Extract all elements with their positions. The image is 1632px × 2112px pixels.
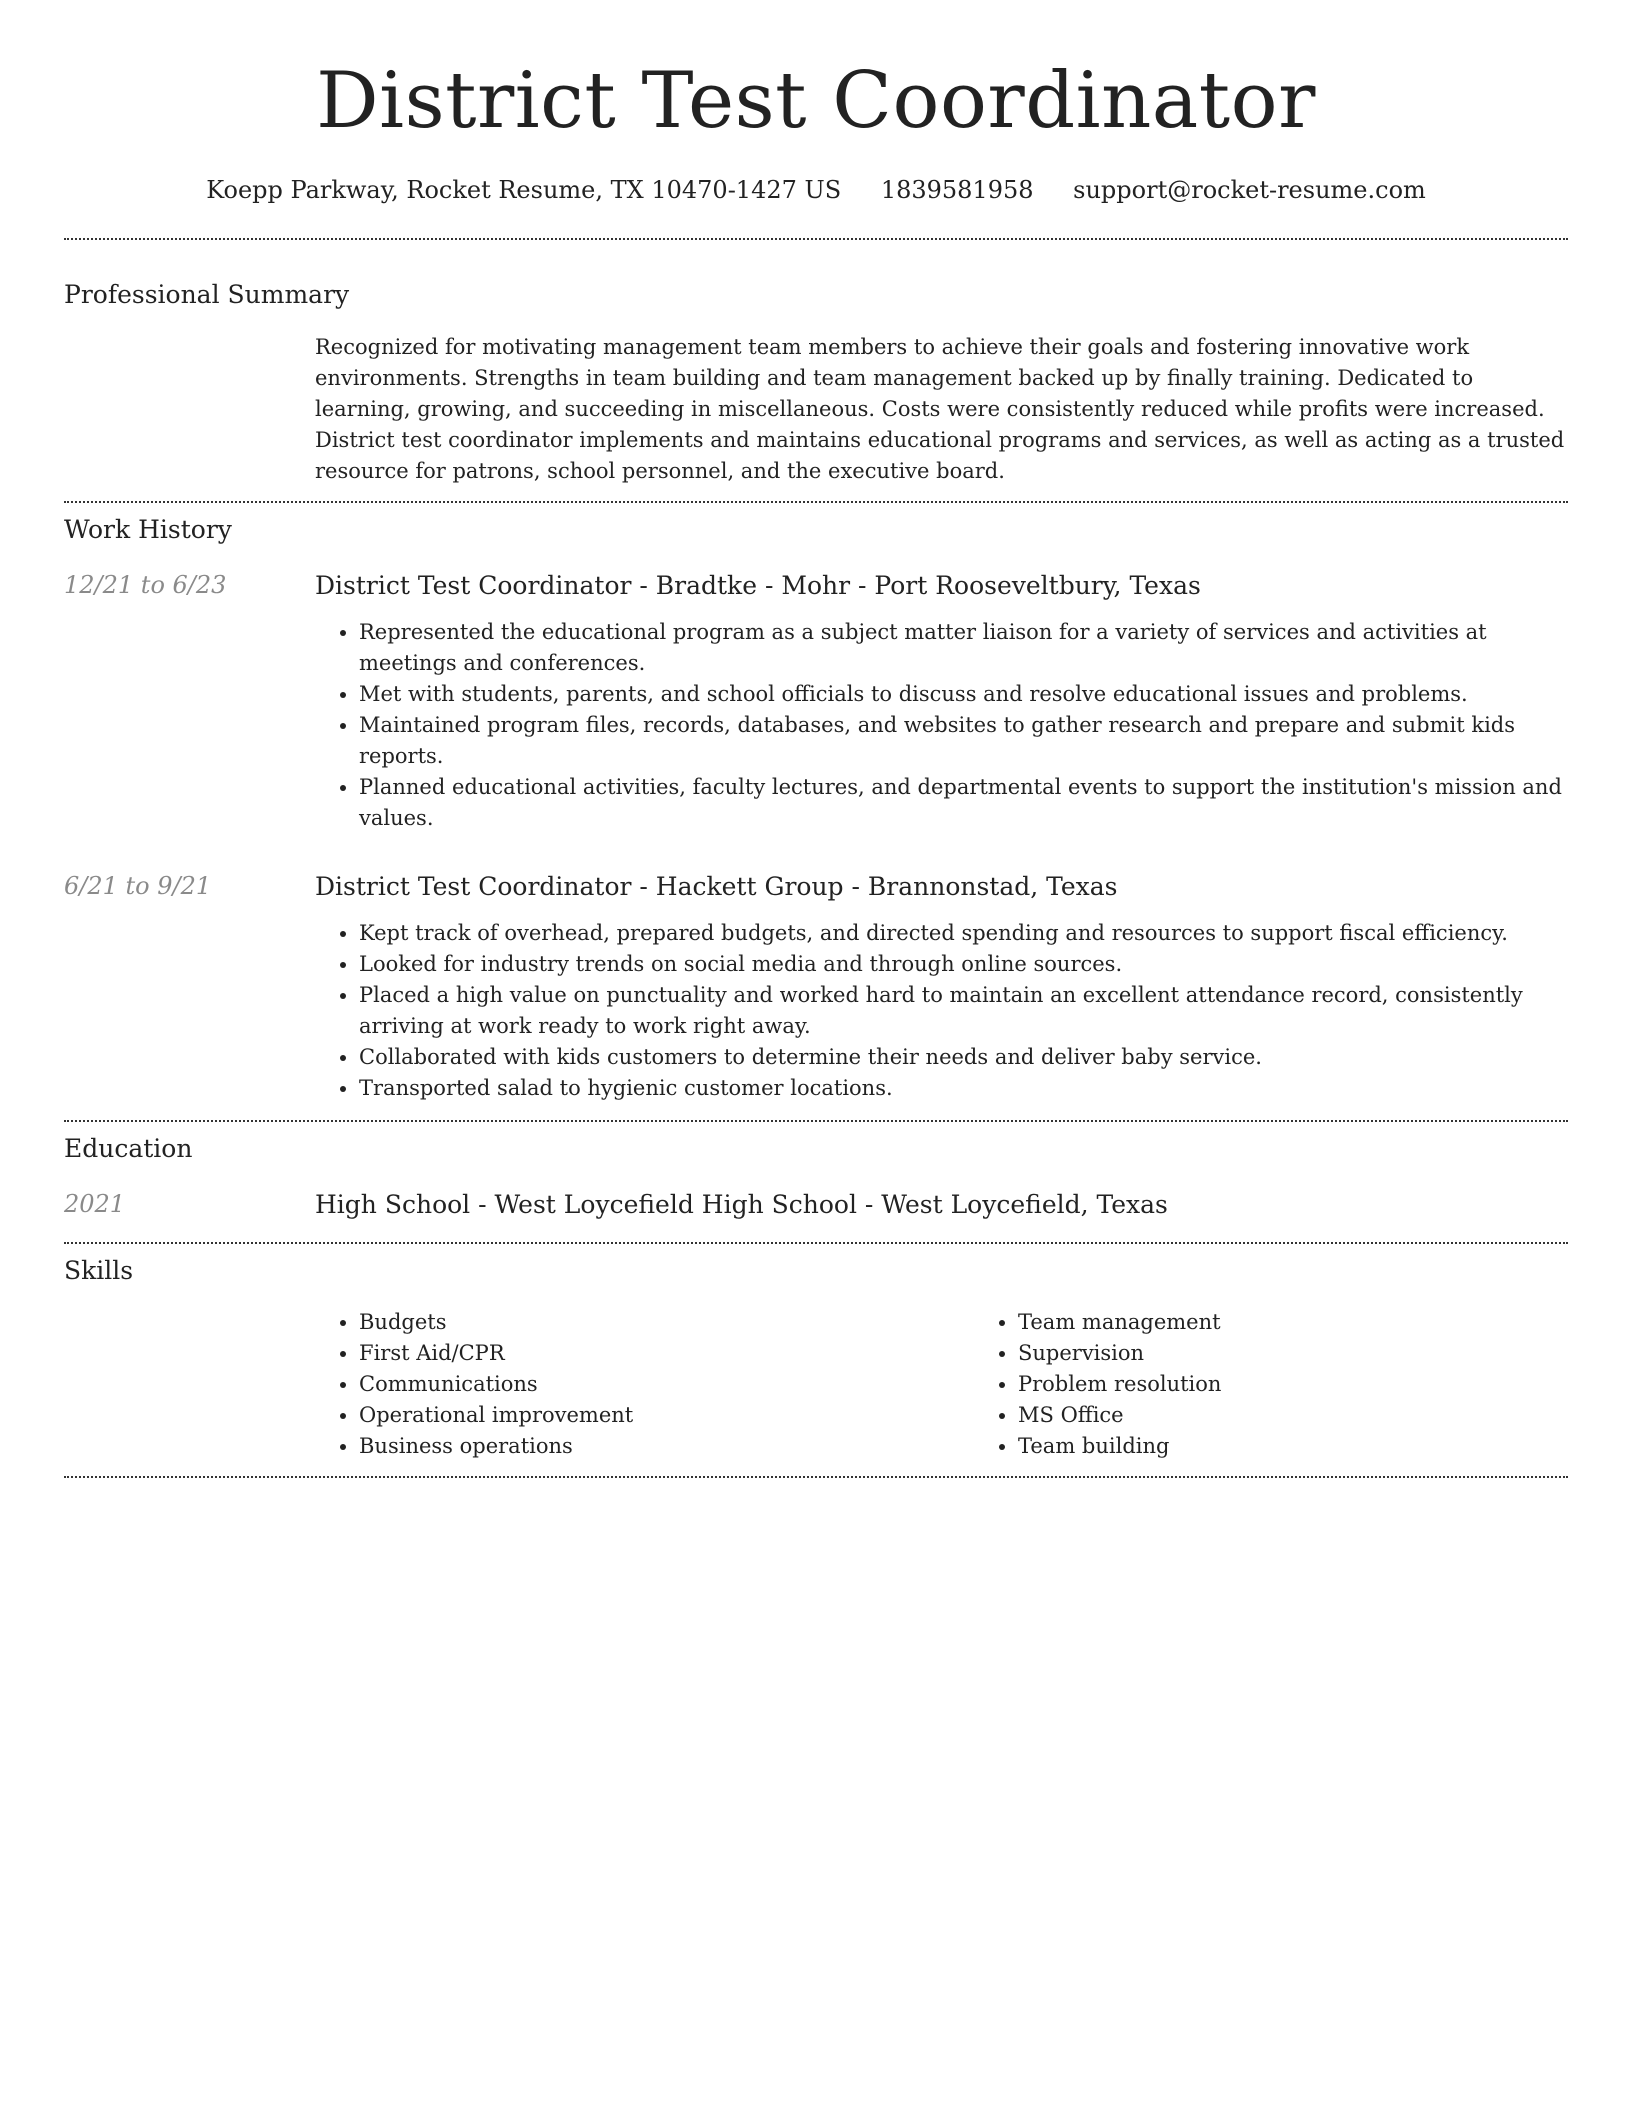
skills-title: Skills	[64, 1256, 134, 1285]
resume-name: District Test Coordinator	[316, 56, 1316, 146]
contact-address: Koepp Parkway, Rocket Resume, TX 10470-1427 US	[206, 176, 842, 204]
job-bullet: • Kept track of overhead, prepared budgets, and directed spending and resources to support fiscal efficiency.	[359, 918, 1568, 949]
job-dates: 12/21 to 6/23	[64, 571, 227, 599]
job-heading: District Test Coordinator - Hackett Group - Brannonstad, Texas	[315, 872, 1118, 901]
skill-item: • Supervision	[1018, 1338, 1632, 1369]
skill-item: • Communications	[359, 1369, 974, 1400]
education-year: 2021	[64, 1190, 126, 1218]
education-heading: High School - West Loycefield High School - West Loycefield, Texas	[315, 1190, 1168, 1219]
job-entry	[64, 571, 1568, 834]
summary-title: Professional Summary	[64, 280, 350, 309]
skill-item: • Team management	[1018, 1307, 1632, 1338]
job-bullet: • Planned educational activities, faculty lectures, and departmental events to support the institution's mission and values.	[359, 772, 1568, 834]
skills-section	[64, 1256, 1568, 1462]
skill-item: • Business operations	[359, 1431, 974, 1462]
job-entry	[64, 872, 1568, 1104]
work-history-title: Work History	[64, 515, 232, 544]
education-section	[64, 1134, 1568, 1220]
divider	[64, 501, 1568, 503]
skill-item: • Operational improvement	[359, 1400, 974, 1431]
contact-phone: 1839581958	[880, 176, 1034, 204]
job-dates: 6/21 to 9/21	[64, 872, 212, 900]
job-bullet: • Transported salad to hygienic customer locations.	[359, 1073, 1568, 1104]
divider	[64, 1476, 1568, 1478]
divider	[64, 1242, 1568, 1244]
skill-item: • Budgets	[359, 1307, 974, 1338]
job-bullet: • Maintained program files, records, databases, and websites to gather research and prepare and submit kids reports.	[359, 710, 1568, 772]
skill-item: • Problem resolution	[1018, 1369, 1632, 1400]
education-title: Education	[64, 1134, 193, 1163]
skills-list-left	[315, 1307, 974, 1462]
job-bullet: • Looked for industry trends on social media and through online sources.	[359, 949, 1568, 980]
job-bullet: • Collaborated with kids customers to determine their needs and deliver baby service.	[359, 1042, 1568, 1073]
job-bullet: • Placed a high value on punctuality and worked hard to maintain an excellent attendance record, consistently arriving at work ready to work right away.	[359, 980, 1568, 1042]
job-bullets	[315, 617, 1568, 834]
job-heading: District Test Coordinator - Bradtke - Mohr - Port Rooseveltbury, Texas	[315, 571, 1201, 600]
divider	[64, 1120, 1568, 1122]
summary-section	[64, 280, 1568, 487]
skill-item: • First Aid/CPR	[359, 1338, 974, 1369]
job-bullet: • Met with students, parents, and school officials to discuss and resolve educational issues and problems.	[359, 679, 1568, 710]
skill-item: • Team building	[1018, 1431, 1632, 1462]
summary-text: Recognized for motivating management team members to achieve their goals and fostering innovative work environments. Strengths in team building and team management backed up by finally training. Dedicated to learning, growing, and succeeding in miscellaneous. Costs were consistently reduced while profits were increased. District test coordinator implements and maintains educational programs and services, as well as acting as a trusted resource for patrons, school personnel, and the executive board.	[315, 335, 1565, 483]
education-entry	[64, 1190, 1568, 1220]
skills-list-right	[974, 1307, 1632, 1462]
job-bullets	[315, 918, 1568, 1104]
skill-item: • MS Office	[1018, 1400, 1632, 1431]
job-bullet: • Represented the educational program as a subject matter liaison for a variety of services and activities at meetings and conferences.	[359, 617, 1568, 679]
work-history-section	[64, 515, 1568, 1104]
contact-email: support@rocket-resume.com	[1073, 176, 1426, 204]
divider	[64, 238, 1568, 240]
contact-line	[64, 176, 1568, 204]
